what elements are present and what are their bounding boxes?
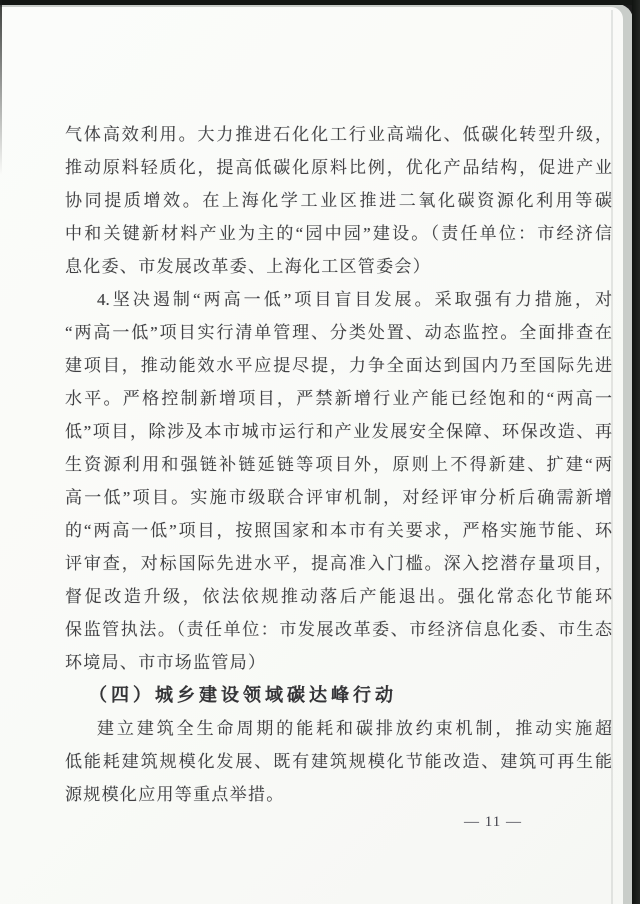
text-line: 生资源利用和强链补链延链等项目外，原则上不得新建、扩建“两 [65, 455, 612, 474]
text-line: 源规模化应用等重点举措。 [65, 785, 285, 804]
text-lines [65, 118, 612, 811]
section-heading: （四）城乡建设领域碳达峰行动 [89, 685, 397, 705]
text-line: 中和关键新材料产业为主的“园中园”建设。（责任单位：市经济信 [65, 224, 612, 243]
text-line: 水平。严格控制新增项目，严禁新增行业产能已经饱和的“两高一 [65, 389, 612, 408]
page-number: — 11 — [464, 814, 522, 830]
text-line: 气体高效利用。大力推进石化化工行业高端化、低碳化转型升级， [65, 125, 612, 144]
scan-border-left [0, 0, 2, 175]
text-line: 推动原料轻质化，提高低碳化原料比例，优化产品结构，促进产业 [65, 158, 612, 177]
text-line: 的“两高一低”项目，按照国家和本市有关要求，严格实施节能、环 [65, 521, 612, 540]
text-line: 评审查，对标国际先进水平，提高准入门槛。深入挖潜存量项目， [65, 554, 612, 573]
text-line: 督促改造升级，依法依规推动落后产能退出。强化常态化节能环 [65, 587, 612, 606]
text-line: 建项目，推动能效水平应提尽提，力争全面达到国内乃至国际先进 [65, 356, 612, 375]
text-line: 高一低”项目。实施市级联合评审机制，对经评审分析后确需新增 [65, 488, 612, 507]
text-line: 建立建筑全生命周期的能耗和碳排放约束机制，推动实施超 [97, 719, 612, 738]
text-line: 保监管执法。（责任单位：市发展改革委、市经济信息化委、市生态 [65, 620, 612, 639]
text-line: 低”项目，除涉及本市城市运行和产业发展安全保障、环保改造、再 [65, 422, 612, 441]
scan-border-top [0, 0, 640, 5]
text-line: 协同提质增效。在上海化学工业区推进二氧化碳资源化利用等碳 [65, 191, 612, 210]
text-line: 环境局、市市场监管局） [65, 653, 267, 672]
scan-border-right [632, 0, 640, 904]
text-line: 息化委、市发展改革委、上海化工区管委会） [65, 257, 431, 276]
text-line: “两高一低”项目实行清单管理、分类处置、动态监控。全面排查在 [65, 323, 612, 342]
text-line: 低能耗建筑规模化发展、既有建筑规模化节能改造、建筑可再生能 [65, 752, 612, 771]
text-line: 4.坚决遏制“两高一低”项目盲目发展。采取强有力措施，对 [97, 290, 612, 309]
